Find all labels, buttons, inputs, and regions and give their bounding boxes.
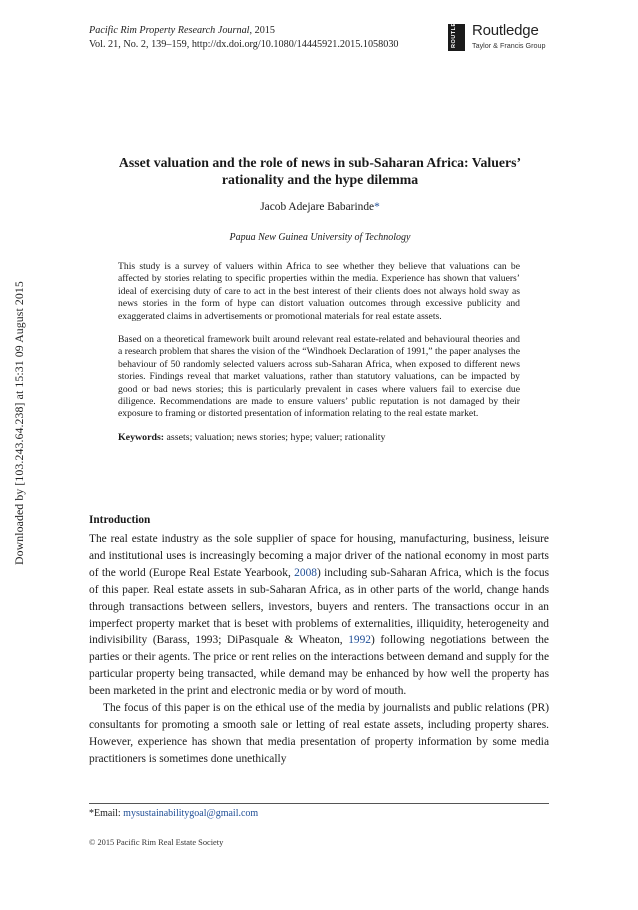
footnote-divider	[89, 803, 549, 804]
journal-citation: Vol. 21, No. 2, 139–159, http://dx.doi.org/10.1080/14445921.2015.1058030	[89, 38, 399, 50]
copyright-notice: © 2015 Pacific Rim Real Estate Society	[89, 838, 224, 847]
keywords-label: Keywords:	[118, 431, 165, 443]
author-affiliation: Papua New Guinea University of Technology	[229, 232, 411, 243]
article-author: Jacob Adejare Babarinde*	[260, 201, 380, 213]
citation-link-1992[interactable]: 1992	[348, 634, 371, 647]
abstract-paragraph-2: Based on a theoretical framework built around relevant real estate-related and behavioural theories and a research problem that shares the vision of the “Windhoek Declaration of 1991,” the paper analyses the behaviour of 50 randomly selected valuers across sub-Saharan Africa, when exposed to different news stories. Findings reveal that market valuations, rather than statutory valuations, can be impacted by good or bad news stories; this is particularly prevalent in cases where valuers fail to exercise due diligence. Recommendations are made to ensure valuers’ public reputation is not damaged by their exposure to framing or distorted presentation of information relating to the real estate market.	[118, 334, 520, 420]
keywords-list: assets; valuation; news stories; hype; valuer; rationality	[164, 431, 386, 443]
citation-link-2008[interactable]: 2008	[294, 566, 317, 579]
author-footnote: *Email: mysustainabilitygoal@gmail.com	[89, 808, 259, 819]
download-watermark: Downloaded by [103.243.64.238] at 15:31 09 August 2015	[12, 281, 26, 565]
article-title: Asset valuation and the role of news in sub-Saharan Africa: Valuers’ rationality and the hype dilemma	[118, 155, 522, 187]
abstract-paragraph-1: This study is a survey of valuers within Africa to see whether they believe that valuations can be affected by stories relating to specific properties within the media. Experience has shown that valuers’ ideal of exercising duty of care to act in the best interest of their clients does not always hold sway as news stories in the form of hype can distort valuation outcomes through excessive publicity and exaggerated claims in advertisements or promotional materials for real estate assets.	[118, 261, 520, 322]
publisher-group: Taylor & Francis Group	[472, 41, 546, 50]
introduction-body	[89, 531, 549, 768]
introduction-paragraph-1: The real estate industry as the sole supplier of space for housing, manufacturing, business, leisure and institutional uses is increasingly becoming a major driver of the national economy in most parts of the world (Europe Real Estate Yearbook, 2008) including sub-Saharan Africa, which is the focus of this paper. Real estate assets in sub-Saharan Africa, as in other parts of the world, change hands through transactions between sellers, investors, buyers and renters. The transactions occur in an imperfect property market that is beset with problems of externalities, illiquidity, heterogeneity and indivisibility (Barass, 1993; DiPasquale & Wheaton, 1992) following negotiations between the parties or their agents. The price or rent relies on the interactions between demand and supply for the particular property being transacted, while demand may be enhanced by how well the property has been marketed in the print and electronic media or by word of mouth.	[89, 533, 550, 698]
journal-header	[89, 24, 399, 51]
journal-year: , 2015	[249, 25, 275, 36]
routledge-mark: ROUTLEDGE	[448, 24, 465, 51]
author-footnote-link[interactable]: *	[374, 201, 380, 213]
author-email-link[interactable]: mysustainabilitygoal@gmail.com	[123, 808, 259, 819]
introduction-paragraph-2: The focus of this paper is on the ethical use of the media by journalists and public relations (PR) consultants for promoting a smooth sale or letting of real estate assets, including property shares. However, experience has shown that media presentation of property information by some media practitioners is sometimes done unethically	[89, 702, 549, 765]
journal-name: Pacific Rim Property Research Journal	[89, 25, 250, 36]
abstract	[118, 261, 520, 444]
section-heading-introduction: Introduction	[89, 514, 151, 526]
publisher-name: Routledge	[472, 22, 539, 39]
routledge-logo-icon	[448, 8, 558, 52]
keywords	[118, 432, 520, 444]
